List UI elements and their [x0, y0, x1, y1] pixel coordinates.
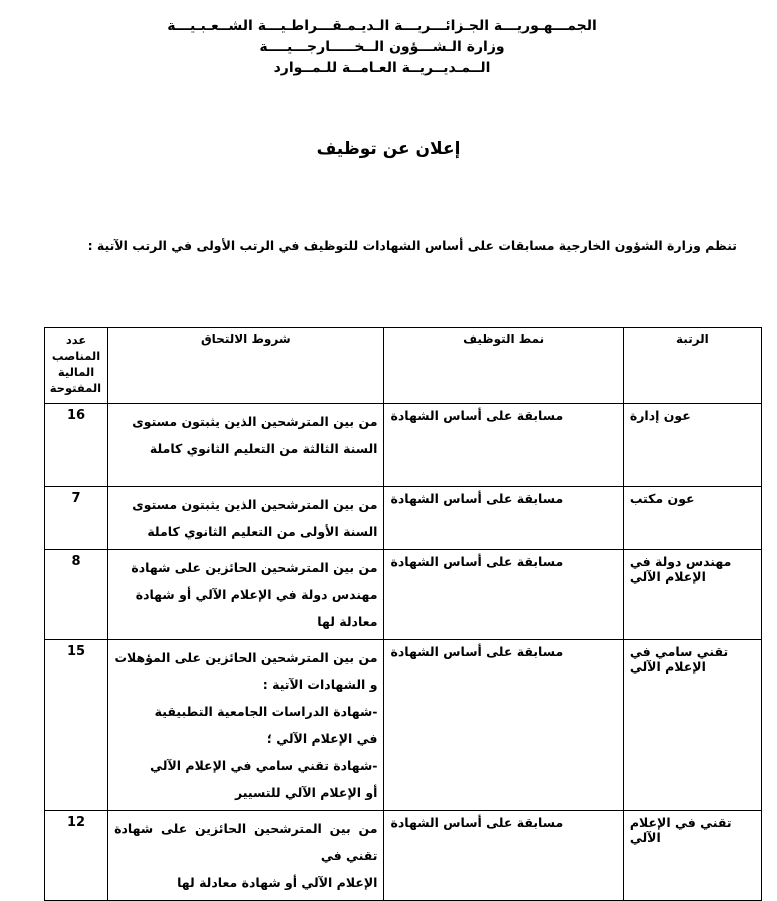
cell-positions: 7 — [45, 487, 108, 550]
cell-rank: تقني في الإعلام الآلي — [623, 811, 761, 901]
header-ministry: وزارة الـشـــؤون الــخـــــارجـــيــــة — [259, 39, 505, 55]
cell-mode: مسابقة على أساس الشهادة — [384, 404, 623, 487]
header-directorate: الــمـديــريــة العـامــة للـمــوارد — [273, 60, 491, 76]
table-row — [45, 487, 762, 550]
header-mode: نمط التوظيف — [384, 328, 623, 404]
cell-mode: مسابقة على أساس الشهادة — [384, 550, 623, 640]
cell-mode: مسابقة على أساس الشهادة — [384, 811, 623, 901]
cell-conditions: من بين المترشحين الذين يثبتون مستوى السنة الأولى من التعليم الثانوي كاملة — [108, 487, 384, 550]
table-header-row — [45, 328, 762, 404]
cell-positions: 12 — [45, 811, 108, 901]
table-row — [45, 640, 762, 811]
cell-positions: 15 — [45, 640, 108, 811]
table-row — [45, 550, 762, 640]
header-republic: الجمـــهـوريـــة الجـزائـــريـــة الـديـمـقـــراطـيـــة الشــعـبـيـــة — [167, 18, 597, 34]
table-row — [45, 404, 762, 487]
cell-mode: مسابقة على أساس الشهادة — [384, 487, 623, 550]
intro-text: تنظم وزارة الشؤون الخارجية مسابقات على أساس الشهادات للتوظيف في الرتب الأولى في الرتب الآتية : — [87, 238, 737, 253]
cell-positions: 16 — [45, 404, 108, 487]
cell-rank: عون مكتب — [623, 487, 761, 550]
cell-rank: عون إدارة — [623, 404, 761, 487]
header-rank: الرتبة — [623, 328, 761, 404]
header-conditions: شروط الالتحاق — [108, 328, 384, 404]
cell-conditions: من بين المترشحين الحائزين على شهادة مهندس دولة في الإعلام الآلي أو شهادة معادلة لها — [108, 550, 384, 640]
cell-rank: مهندس دولة في الإعلام الآلي — [623, 550, 761, 640]
page-title: إعلان عن توظيف — [316, 139, 461, 159]
cell-rank: تقني سامي في الإعلام الآلي — [623, 640, 761, 811]
cell-positions: 8 — [45, 550, 108, 640]
cell-conditions: من بين المترشحين الحائزين على شهادة تقني في الإعلام الآلي أو شهادة معادلة لها — [108, 811, 384, 901]
cell-conditions: من بين المترشحين الحائزين على المؤهلات و الشهادات الآتية : -شهادة الدراسات الجامعية التطبيقية في الإعلام الآلي ؛ -شهادة تقني سامي في الإعلام الآلي أو الإعلام الآلي للتسيير — [108, 640, 384, 811]
recruitment-table — [44, 327, 762, 901]
cell-mode: مسابقة على أساس الشهادة — [384, 640, 623, 811]
header-positions: عدد المناصب المالية المفتوحة — [45, 328, 108, 404]
table-row — [45, 811, 762, 901]
cell-conditions: من بين المترشحين الذين يثبتون مستوى السنة الثالثة من التعليم الثانوي كاملة — [108, 404, 384, 487]
